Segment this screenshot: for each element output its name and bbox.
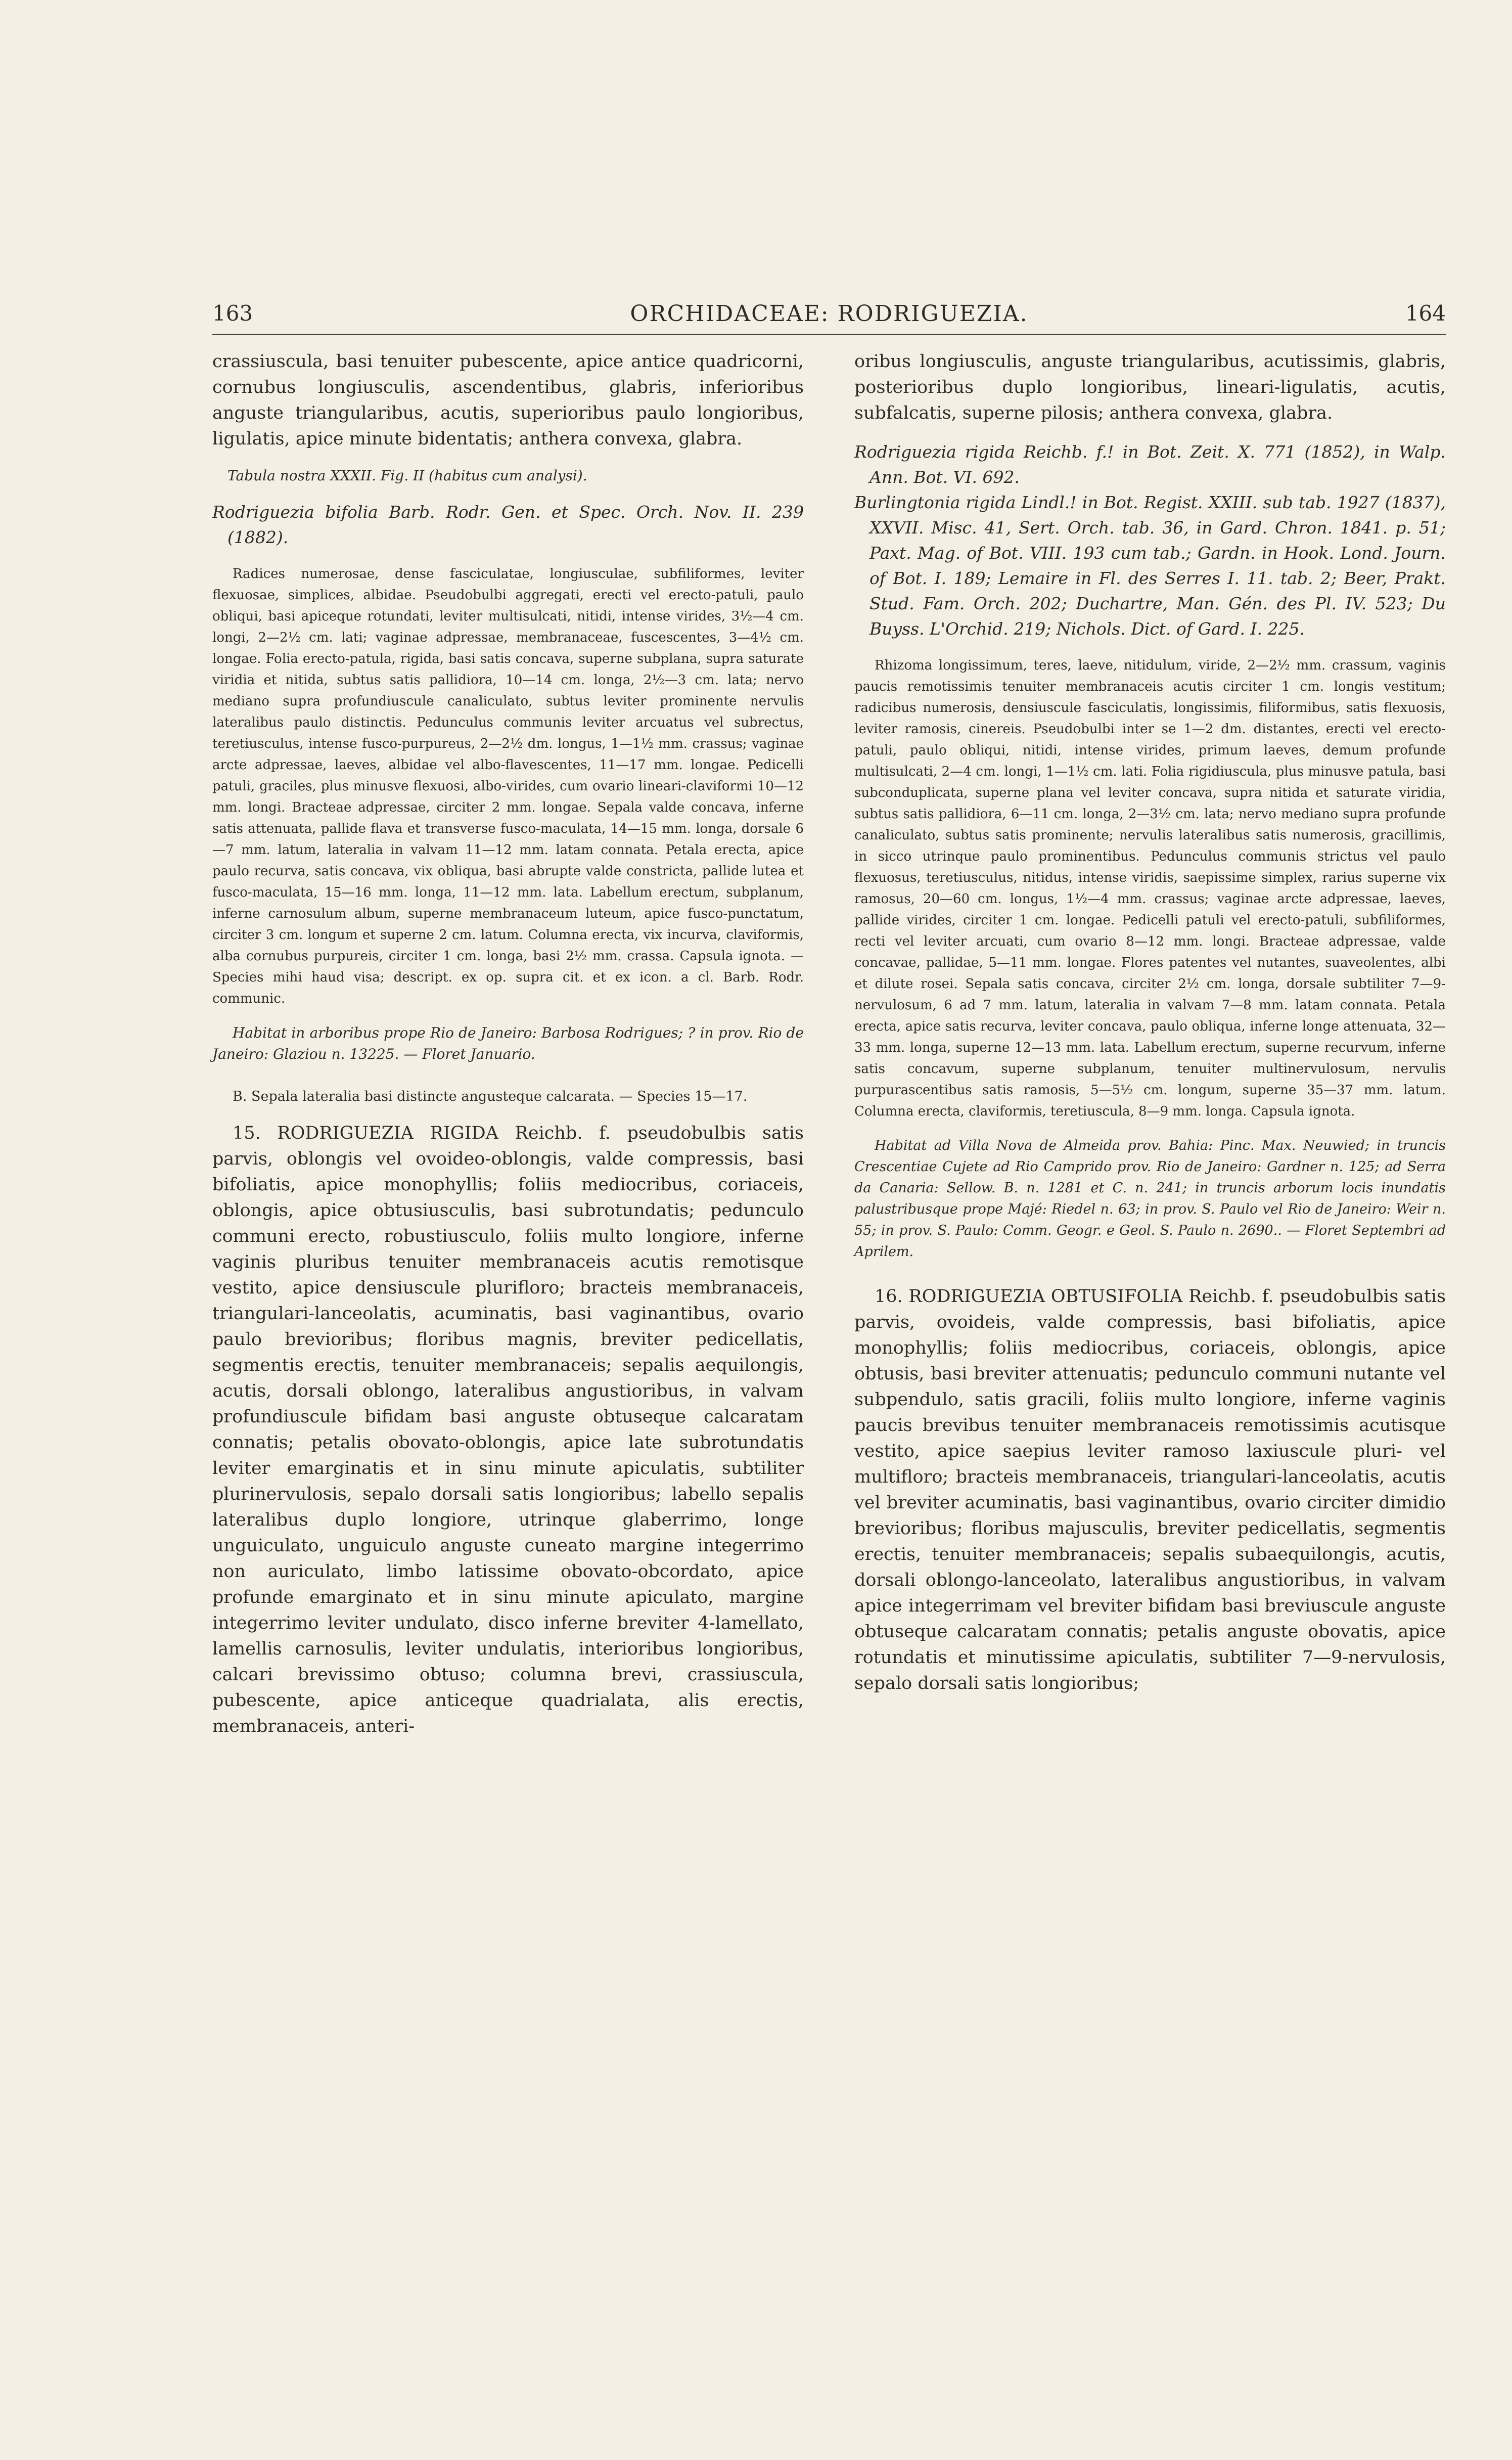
continued-diagnosis: oribus longiusculis, anguste triangularibus, acutissimis, glabris, posterioribus duplo longioribus, lineari-ligulatis, acutis, subfalcatis, superne pilosis; anthera convexa, glabra. <box>854 351 1446 423</box>
species-description: Radices numerosae, dense fasciculatae, longiusculae, subfiliformes, leviter flexuosae, simplices, albidae. Pseudobulbi aggregati, erecti vel erecto-patuli, paulo obliqui, basi apiceque rotundati, leviter multisulcati, nitidi, intense virides, 3½—4 cm. longi, 2—2½ cm. lati; vaginae adpressae, membranaceae, fuscescentes, 3—4½ cm. longae. Folia erecto-patula, rigida, basi satis concava, superne subplana, supra saturate viridia et nitida, subtus satis pallidiora, 10—14 cm. longa, 2½—3 cm. lata; nervo mediano supra profundiuscule canaliculato, subtus leviter prominente nervulis lateralibus paulo distinctis. Pedunculus communis leviter arcuatus vel subrectus, teretiusculus, intense fusco-purpureus, 2—2½ dm. longus, 1—1½ mm. crassus; vaginae arcte adpressae, laeves, albidae vel albo-flavescentes, 11—17 mm. longae. Pedicelli patuli, graciles, plus minusve flexuosi, albo-virides, cum ovario lineari-claviformi 10—12 mm. longi. Bracteae adpressae, circiter 2 mm. longae. Sepala valde concava, inferne satis attenuata, pallide flava et transverse fusco-maculata, 14—15 mm. longa, dorsale 6—7 mm. latum, lateralia in valvam 11—12 mm. latam connata. Petala erecta, apice paulo recurva, satis concava, vix obliqua, basi abrupte valde constricta, pallide lutea et fusco-maculata, 15—16 mm. longa, 11—12 mm. lata. Labellum erectum, subplanum, inferne carnosulum album, superne membranaceum luteum, apice fusco-punctatum, circiter 3 cm. longum et superne 2 cm. latum. Columna erecta, vix incurva, claviformis, alba cornubus purpureis, circiter 1 cm. longa, basi 2½ mm. crassa. Capsula ignota. — Species mihi haud visa; descript. ex op. supra cit. et ex icon. a cl. Barb. Rodr. communic. <box>212 566 804 1006</box>
continued-description: crassiuscula, basi tenuiter pubescente, apice antice quadricorni, cornubus longiusculis, ascendentibus, glabris, inferioribus anguste triangularibus, acutis, superioribus paulo longioribus, ligulatis, apice minute bidentatis; anthera convexa, glabra. <box>212 351 804 449</box>
habitat-note: Habitat ad Villa Nova de Almeida prov. Bahia: Pinc. Max. Neuwied; in truncis Crescentiae Cujete ad Rio Camprido prov. Rio de Janeiro: Gardner n. 125; ad Serra da Canaria: Sellow. B. n. 1281 et C. n. 241; in truncis arborum locis inundatis palustribusque prope Majé: Riedel n. 63; in prov. S. Paulo vel Rio de Janeiro: Weir n. 55; in prov. S. Paulo: Comm. Geogr. e Geol. S. Paulo n. 2690.. — Floret Septembri ad Aprilem. <box>854 1138 1446 1260</box>
section-heading: B. Sepala lateralia basi distincte angusteque calcarata. — Species 15—17. <box>233 1089 748 1104</box>
right-column <box>854 349 1446 1696</box>
left-page-number: 163 <box>212 301 253 326</box>
header-rule <box>212 334 1446 335</box>
synonym-citation: Rodriguezia bifolia Barb. Rodr. Gen. et Spec. Orch. Nov. II. 239 (1882). <box>212 502 804 547</box>
species-15-diagnosis: 15. RODRIGUEZIA RIGIDA Reichb. f. pseudobulbis satis parvis, oblongis vel ovoideo-oblongis, valde compressis, basi bifoliatis, apice monophyllis; foliis mediocribus, coriaceis, oblongis, apice obtusiusculis, basi subrotundatis; pedunculo communi erecto, robustiusculo, foliis multo longiore, inferne vaginis pluribus tenuiter membranaceis acutis remotisque vestito, apice densiuscule plurifloro; bracteis membranaceis, triangulari-lanceolatis, acuminatis, basi vaginantibus, ovario paulo brevioribus; floribus magnis, breviter pedicellatis, segmentis erectis, tenuiter membranaceis; sepalis aequilongis, acutis, dorsali oblongo, lateralibus angustioribus, in valvam profundiuscule bifidam basi anguste obtuseque calcaratam connatis; petalis obovato-oblongis, apice late subrotundatis leviter emarginatis et in sinu minute apiculatis, subtiliter plurinervulosis, sepalo dorsali satis longioribus; labello sepalis lateralibus duplo longiore, utrinque glaberrimo, longe unguiculato, unguiculo anguste cuneato margine integerrimo non auriculato, limbo latissime obovato-obcordato, apice profunde emarginato et in sinu minute apiculato, margine integerrimo leviter undulato, disco inferne breviter 4-lamellato, lamellis carnosulis, leviter undulatis, interioribus longioribus, calcari brevissimo obtuso; columna brevi, crassiuscula, pubescente, apice anticeque quadrialata, alis erectis, membranaceis, anteri- <box>212 1123 804 1736</box>
habitat-note: Habitat in arboribus prope Rio de Janeiro: Barbosa Rodrigues; ? in prov. Rio de Janeiro: Glaziou n. 13225. — Floret Januario. <box>212 1024 804 1062</box>
citation-burlingtonia-rigida: Burlingtonia rigida Lindl.! in Bot. Regist. XXIII. sub tab. 1927 (1837), XXVII. Misc. 41, Sert. Orch. tab. 36, in Gard. Chron. 1841. p. 51; Paxt. Mag. of Bot. VIII. 193 cum tab.; Gardn. in Hook. Lond. Journ. of Bot. I. 189; Lemaire in Fl. des Serres I. 11. tab. 2; Beer, Prakt. Stud. Fam. Orch. 202; Duchartre, Man. Gén. des Pl. IV. 523; Du Buyss. L'Orchid. 219; Nichols. Dict. of Gard. I. 225. <box>854 493 1446 639</box>
species-description: Rhizoma longissimum, teres, laeve, nitidulum, viride, 2—2½ mm. crassum, vaginis paucis remotissimis tenuiter membranaceis acutis circiter 1 cm. longis vestitum; radicibus numerosis, densiuscule fasciculatis, longissimis, filiformibus, satis flexuosis, leviter ramosis, cinereis. Pseudobulbi inter se 1—2 dm. distantes, erecti vel erecto-patuli, paulo obliqui, nitidi, intense virides, primum laeves, demum profunde multisulcati, 2—4 cm. longi, 1—1½ cm. lati. Folia rigidiuscula, plus minusve patula, basi subconduplicata, superne plana vel leviter concava, supra nitida et saturate viridia, subtus satis pallidiora, 6—11 cm. longa, 2—3½ cm. lata; nervo mediano supra profunde canaliculato, subtus satis prominente; nervulis lateralibus satis numerosis, gracillimis, in sicco utrinque paulo prominentibus. Pedunculus communis strictus vel paulo flexuosus, teretiusculus, nitidus, intense viridis, saepissime simplex, rarius superne vix ramosus, 20—60 cm. longus, 1½—4 mm. crassus; vaginae arcte adpressae, laeves, pallide virides, circiter 1 cm. longae. Pedicelli patuli vel erecto-patuli, subfiliformes, recti vel leviter arcuati, cum ovario 8—12 mm. longi. Bracteae adpressae, valde concavae, pallidae, 5—11 mm. longae. Flores patentes vel nutantes, suaveolentes, albi et dilute rosei. Sepala satis concava, circiter 2½ cm. longa, dorsale subtiliter 7—9-nervulosum, 6 ad 7 mm. latum, lateralia in valvam 7—8 mm. latam connata. Petala erecta, apice satis recurva, leviter concava, paulo obliqua, inferne longe attenuata, 32—33 mm. longa, superne 12—13 mm. lata. Labellum erectum, superne recurvum, inferne satis concavum, superne subplanum, tenuiter multinervulosum, nervulis purpurascentibus satis ramosis, 5—5½ cm. longum, superne 35—37 mm. latum. Columna erecta, claviformis, teretiuscula, 8—9 mm. longa. Capsula ignota. <box>854 658 1446 1119</box>
right-page-number: 164 <box>1405 301 1446 326</box>
plate-reference: Tabula nostra XXXII. Fig. II (habitus cum analysi). <box>227 467 587 484</box>
page-header <box>212 301 1446 331</box>
species-16-diagnosis: 16. RODRIGUEZIA OBTUSIFOLIA Reichb. f. pseudobulbis satis parvis, ovoideis, valde compressis, basi bifoliatis, apice monophyllis; foliis mediocribus, coriaceis, oblongis, apice obtusis, basi breviter attenuatis; pedunculo communi nutante vel subpendulo, satis gracili, foliis multo longiore, inferne vaginis paucis brevibus tenuiter membranaceis remotissimis acutisque vestito, apice saepius leviter ramoso laxiuscule pluri- vel multifloro; bracteis membranaceis, triangulari-lanceolatis, acutis vel breviter acuminatis, basi vaginantibus, ovario circiter dimidio brevioribus; floribus majusculis, breviter pedicellatis, segmentis erectis, tenuiter membranaceis; sepalis subaequilongis, acutis, dorsali oblongo-lanceolato, lateralibus angustioribus, in valvam apice integerrimam vel breviter bifidam basi breviuscule anguste obtuseque calcaratam connatis; petalis anguste obovatis, apice rotundatis et minutissime apiculatis, subtiliter 7—9-nervulosis, sepalo dorsali satis longioribus; <box>854 1286 1446 1693</box>
left-column <box>212 349 804 1739</box>
running-title: ORCHIDACEAE: RODRIGUEZIA. <box>630 301 1028 327</box>
citation-rodriguezia-rigida: Rodriguezia rigida Reichb. f.! in Bot. Zeit. X. 771 (1852), in Walp. Ann. Bot. VI. 692. <box>854 442 1446 487</box>
